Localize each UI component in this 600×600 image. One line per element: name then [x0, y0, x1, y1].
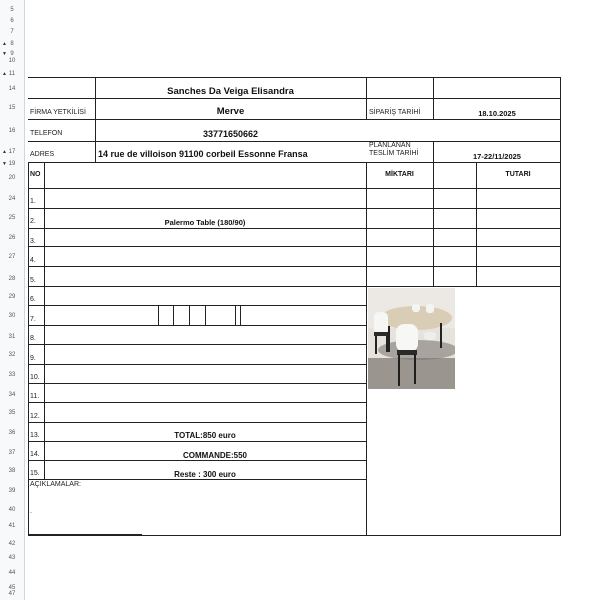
adres-value[interactable]: 14 rue de villoison 91100 corbeil Essonne Fransa: [98, 149, 308, 159]
grid-line: [366, 162, 367, 535]
row-number-text: 35: [8, 410, 16, 416]
grid-line: [560, 265, 561, 535]
line-number: 3.: [30, 238, 36, 245]
item-line-2[interactable]: Palermo Table (180/90): [164, 218, 246, 227]
line-number: 9.: [30, 355, 36, 362]
row-number-text: 44: [8, 570, 16, 576]
grid-line: [28, 441, 366, 442]
grid-line: [366, 77, 367, 120]
planlanan-label: [369, 142, 419, 158]
grid-line: [433, 162, 434, 286]
grid-line: [28, 383, 366, 384]
line-number: 10.: [30, 374, 40, 381]
grid-line: [28, 98, 561, 99]
reste-line[interactable]: Reste : 300 euro: [174, 470, 236, 479]
row-number-text: 16: [8, 128, 16, 134]
line-number: 11.: [30, 393, 40, 400]
row-number-text: 6: [10, 18, 14, 24]
row-number-text: 26: [8, 235, 16, 241]
row-number-text: 47: [8, 591, 16, 597]
planlanan-label-line1: PLANLANAN: [369, 142, 411, 149]
row-number-text: 17: [8, 149, 16, 155]
row-number-text: 14: [8, 86, 16, 92]
no-header: NO: [30, 171, 41, 178]
row-number-text: 38: [8, 468, 16, 474]
aciklamalar-label: AÇIKLAMALAR:: [30, 481, 81, 488]
grid-line: [28, 266, 561, 267]
siparis-value[interactable]: 18.10.2025: [478, 109, 516, 118]
grid-line: [28, 460, 366, 461]
collapse-up-icon[interactable]: ▲: [2, 41, 7, 47]
row-number-text: 45: [8, 585, 16, 591]
grid-line: [28, 422, 366, 423]
row-number-text: 41: [8, 523, 16, 529]
row-number-text: 32: [8, 352, 16, 358]
row-number-text: 36: [8, 430, 16, 436]
row-number-text: 28: [8, 276, 16, 282]
grid-line: [28, 228, 561, 229]
grid-line: [28, 77, 561, 78]
planlanan-label-line2: TESLİM TARİHİ: [369, 150, 419, 157]
grid-line: [158, 305, 159, 325]
siparis-label: SİPARİŞ TARİHİ: [369, 109, 421, 116]
collapse-up-icon[interactable]: ▲: [2, 149, 7, 155]
line-number: 15.: [30, 470, 40, 477]
adres-label: ADRES: [30, 151, 55, 158]
row-number-text: 39: [8, 488, 16, 494]
line-number: 6.: [30, 296, 36, 303]
firma-value[interactable]: Merve: [216, 106, 245, 117]
row-number-text: 7: [10, 29, 14, 35]
line-number: 13.: [30, 432, 40, 439]
line-number: 7.: [30, 316, 36, 323]
grid-line: [28, 344, 366, 345]
grid-line: [28, 364, 366, 365]
row-number-text: 19: [8, 161, 16, 167]
row-number-text: 11: [8, 71, 16, 77]
collapse-up-icon[interactable]: ▲: [2, 71, 7, 77]
notes-dot: .: [30, 508, 32, 515]
grid-line: [28, 246, 561, 247]
miktari-header: MİKTARI: [385, 171, 414, 178]
total-line[interactable]: TOTAL:850 euro: [174, 431, 236, 440]
row-number-text: 8: [10, 41, 14, 47]
grid-line: [28, 208, 561, 209]
planlanan-value[interactable]: 17-22/11/2025: [473, 152, 521, 161]
line-number: 8.: [30, 335, 36, 342]
row-number-text: 33: [8, 372, 16, 378]
grid-line: [205, 305, 206, 325]
row-number-text: 37: [8, 450, 16, 456]
row-number-text: 42: [8, 541, 16, 547]
line-number: 14.: [30, 451, 40, 458]
grid-line: [28, 188, 561, 189]
grid-line: [28, 534, 142, 535]
collapse-down-icon[interactable]: ▼: [2, 161, 7, 167]
row-number-text: 40: [8, 507, 16, 513]
photo-drawing: [368, 288, 455, 389]
grid-line: [560, 77, 561, 265]
dining-table-photo-icon: [368, 288, 455, 389]
row-number-text: 15: [8, 105, 16, 111]
row-number-text: 34: [8, 392, 16, 398]
row-number-text: 20: [8, 175, 16, 181]
line-number: 12.: [30, 413, 40, 420]
grid-line: [28, 535, 561, 536]
telefon-value[interactable]: 33771650662: [202, 129, 259, 139]
grid-line: [28, 402, 366, 403]
telefon-label: TELEFON: [30, 130, 63, 137]
line-number: 4.: [30, 257, 36, 264]
grid-line: [235, 305, 236, 325]
row-number-text: 24: [8, 196, 16, 202]
tutari-header: TUTARI: [505, 171, 531, 178]
grid-line: [28, 325, 366, 326]
grid-line: [28, 119, 561, 120]
row-number-text: 31: [8, 334, 16, 340]
row-number-text: 27: [8, 254, 16, 260]
grid-line: [240, 305, 241, 325]
grid-line: [189, 305, 190, 325]
grid-line: [173, 305, 174, 325]
line-number: 5.: [30, 277, 36, 284]
commande-line[interactable]: COMMANDE:550: [182, 451, 247, 460]
grid-line: [28, 141, 561, 142]
grid-line: [28, 479, 366, 480]
collapse-down-icon[interactable]: ▼: [2, 51, 7, 57]
line-number: 1.: [30, 198, 36, 205]
grid-line: [28, 162, 561, 163]
row-number-text: 29: [8, 294, 16, 300]
customer-name[interactable]: Sanches Da Veiga Elisandra: [167, 86, 294, 97]
grid-line: [28, 286, 561, 287]
row-number-text: 9: [10, 51, 14, 57]
grid-line: [28, 305, 366, 306]
row-number-text: 25: [8, 215, 16, 221]
grid-line: [476, 162, 477, 286]
row-number-text: 30: [8, 313, 16, 319]
line-number: 2.: [30, 218, 36, 225]
row-number-text: 10: [8, 58, 16, 64]
row-number-text: 43: [8, 555, 16, 561]
firma-label: FİRMA YETKİLİSİ: [30, 109, 86, 116]
row-number-text: 5: [10, 7, 14, 13]
